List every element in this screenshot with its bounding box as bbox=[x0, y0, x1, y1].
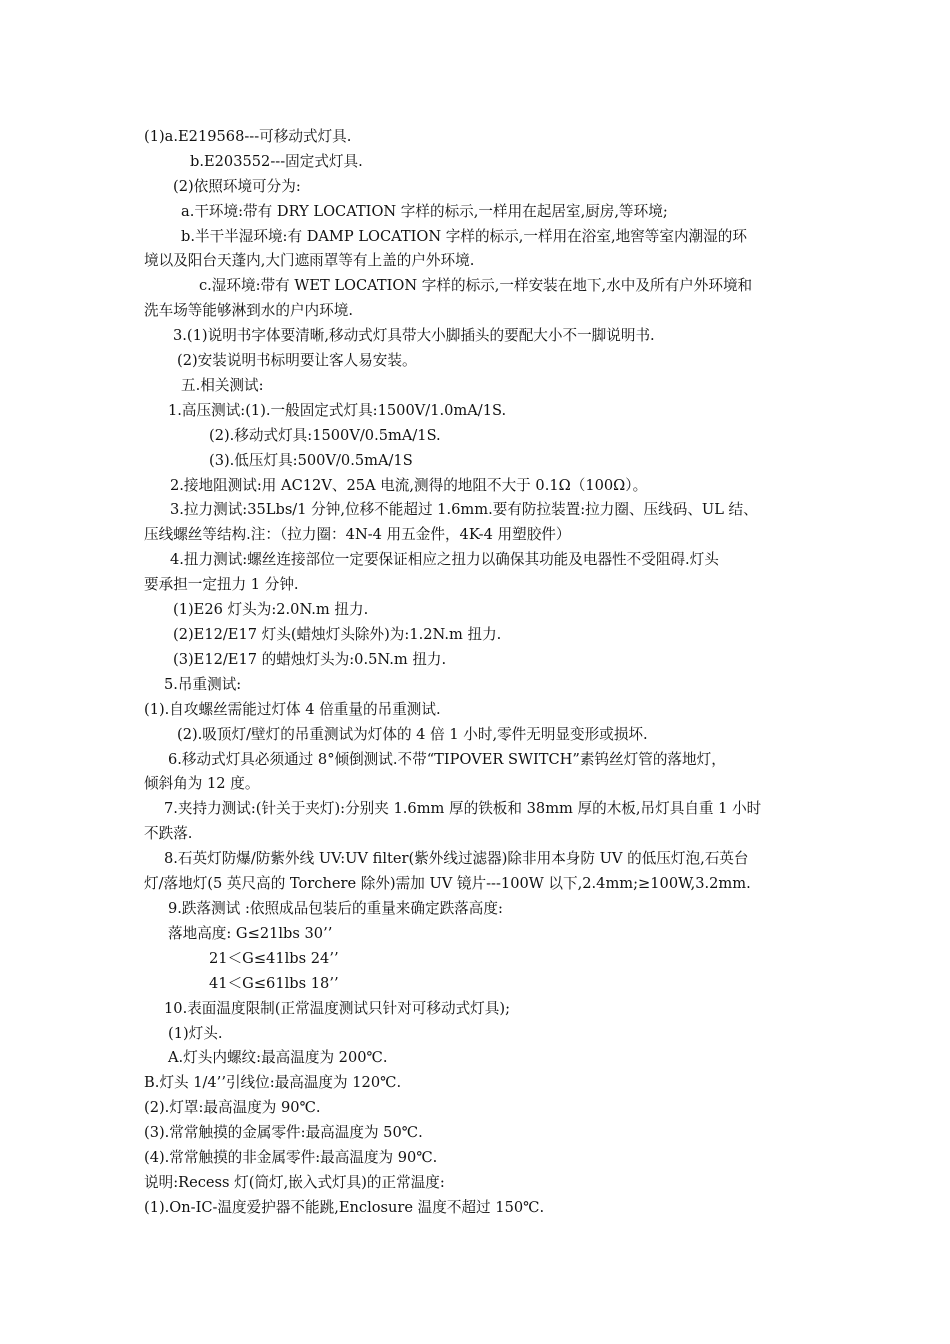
line-15: 2.接地阻测试:用 AC12V、25A 电流,测得的地阻不大于 0.1Ω（100Ω）。 bbox=[170, 477, 648, 494]
line-10: (2)安装说明书标明要让客人易安装。 bbox=[177, 352, 417, 369]
line-14: (3).低压灯具:500V/0.5mA/1S bbox=[209, 452, 413, 469]
line-11: 五.相关测试: bbox=[181, 377, 264, 394]
line-40: (2).灯罩:最高温度为 90℃. bbox=[144, 1099, 321, 1116]
line-20: (1)E26 灯头为:2.0N.m 扭力. bbox=[173, 601, 369, 618]
line-39: B.灯头 1/4’’引线位:最高温度为 120℃. bbox=[144, 1074, 402, 1091]
line-28: 7.夹持力测试:(针关于夹灯):分别夹 1.6mm 厚的铁板和 38mm 厚的木板,吊灯具自重 1 小时 bbox=[164, 800, 762, 817]
line-9: 3.(1)说明书字体要清晰,移动式灯具带大小脚插头的要配大小不一脚说明书. bbox=[173, 327, 655, 344]
line-34: 21＜G≤41lbs 24’’ bbox=[209, 950, 339, 967]
line-2: b.E203552---固定式灯具. bbox=[190, 153, 363, 170]
line-3: (2)依照环境可分为: bbox=[173, 178, 301, 195]
line-25: (2).吸顶灯/壁灯的吊重测试为灯体的 4 倍 1 小时,零件无明显变形或损坏. bbox=[177, 726, 648, 743]
line-38: A.灯头内螺纹:最高温度为 200℃. bbox=[168, 1049, 388, 1066]
line-24: (1).自攻螺丝需能过灯体 4 倍重量的吊重测试. bbox=[144, 701, 441, 718]
line-7: c.湿环境:带有 WET LOCATION 字样的标示,一样安装在地下,水中及所有户外环境和 bbox=[199, 277, 753, 294]
line-42: (4).常常触摸的非金属零件:最高温度为 90℃. bbox=[144, 1149, 438, 1166]
line-32: 9.跌落测试 :依照成品包装后的重量来确定跌落高度: bbox=[168, 900, 503, 917]
line-12: 1.高压测试:(1).一般固定式灯具:1500V/1.0mA/1S. bbox=[168, 402, 507, 419]
line-21: (2)E12/E17 灯头(蜡烛灯头除外)为:1.2N.m 扭力. bbox=[173, 626, 502, 643]
line-33: 落地高度: G≤21lbs 30’’ bbox=[168, 925, 333, 942]
line-18: 4.扭力测试:螺丝连接部位一定要保证相应之扭力以确保其功能及电器性不受阻碍.灯头 bbox=[170, 551, 719, 568]
line-5: b.半干半湿环境:有 DAMP LOCATION 字样的标示,一样用在浴室,地窖等室内潮湿的环 bbox=[181, 228, 747, 245]
line-43: 说明:Recess 灯(筒灯,嵌入式灯具)的正常温度: bbox=[144, 1174, 445, 1191]
line-13: (2).移动式灯具:1500V/0.5mA/1S. bbox=[209, 427, 441, 444]
line-31: 灯/落地灯(5 英尺高的 Torchere 除外)需加 UV 镜片---100W 以下,2.4mm;≥100W,3.2mm. bbox=[144, 875, 751, 892]
line-16: 3.拉力测试:35Lbs/1 分钟,位移不能超过 1.6mm.要有防拉装置:拉力圈、压线码、UL 结、 bbox=[170, 501, 758, 518]
line-27: 倾斜角为 12 度。 bbox=[144, 775, 260, 792]
line-30: 8.石英灯防爆/防紫外线 UV:UV filter(紫外线过滤器)除非用本身防 UV 的低压灯泡,石英台 bbox=[164, 850, 749, 867]
line-6: 境以及阳台天蓬内,大门遮雨罩等有上盖的户外环境. bbox=[144, 252, 475, 269]
line-37: (1)灯头. bbox=[168, 1025, 223, 1042]
line-29: 不跌落. bbox=[144, 825, 193, 842]
line-17: 压线螺丝等结构.注：（拉力圈：4N-4 用五金件，4K-4 用塑胶件） bbox=[144, 526, 571, 543]
line-26: 6.移动式灯具必须通过 8°倾倒测试.不带“TIPOVER SWITCH”素钨丝灯管的落地灯， bbox=[168, 751, 726, 768]
line-4: a.干环境:带有 DRY LOCATION 字样的标示,一样用在起居室,厨房,等环境; bbox=[181, 203, 668, 220]
line-8: 洗车场等能够淋到水的户内环境. bbox=[144, 302, 353, 319]
line-19: 要承担一定扭力 1 分钟. bbox=[144, 576, 299, 593]
line-41: (3).常常触摸的金属零件:最高温度为 50℃. bbox=[144, 1124, 423, 1141]
line-22: (3)E12/E17 的蜡烛灯头为:0.5N.m 扭力. bbox=[173, 651, 447, 668]
line-1: (1)a.E219568---可移动式灯具. bbox=[144, 128, 352, 145]
line-23: 5.吊重测试: bbox=[164, 676, 242, 693]
line-44: (1).On-IC-温度爱护器不能跳,Enclosure 温度不超过 150℃. bbox=[144, 1199, 545, 1216]
line-36: 10.表面温度限制(正常温度测试只针对可移动式灯具); bbox=[164, 1000, 510, 1017]
line-35: 41＜G≤61lbs 18’’ bbox=[209, 975, 339, 992]
